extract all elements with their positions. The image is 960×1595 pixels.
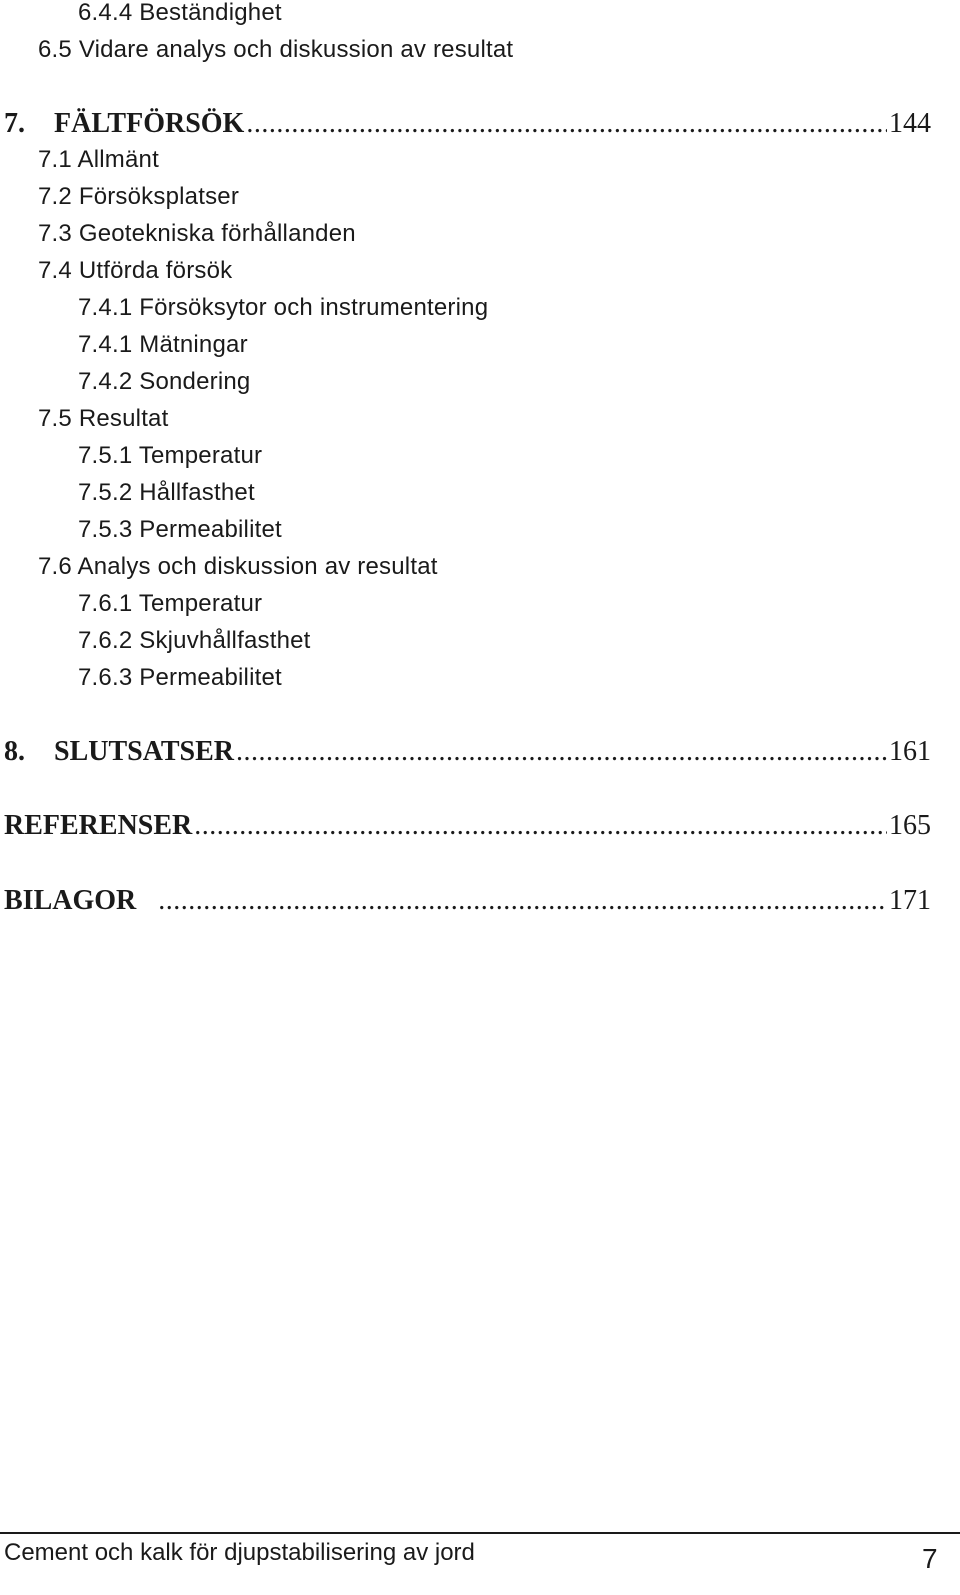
toc-entry[interactable]: 6.4.4 Beständighet xyxy=(78,0,282,26)
toc-entry[interactable]: 7.3 Geotekniska förhållanden xyxy=(38,220,356,247)
toc-references[interactable] xyxy=(4,809,931,843)
toc-entry[interactable]: 7.5.2 Hållfasthet xyxy=(78,479,255,506)
dot-leader xyxy=(158,884,887,918)
section-title: BILAGOR xyxy=(4,885,137,916)
toc-entry[interactable]: 7.5 Resultat xyxy=(38,405,169,432)
toc-entry[interactable]: 7.6.3 Permeabilitet xyxy=(78,664,282,691)
footer-page-number: 7 xyxy=(922,1543,938,1574)
toc-entry[interactable]: 6.5 Vidare analys och diskussion av resultat xyxy=(38,36,514,63)
page-footer xyxy=(0,1532,960,1574)
section-page-number: 165 xyxy=(889,810,931,841)
toc-entry[interactable]: 7.6 Analys och diskussion av resultat xyxy=(38,553,438,580)
section-page-number: 171 xyxy=(889,885,931,916)
dot-leader xyxy=(236,735,887,769)
toc-chapter-7[interactable] xyxy=(4,107,931,141)
toc-entry[interactable]: 7.4 Utförda försök xyxy=(38,257,233,284)
toc-entry[interactable]: 7.4.2 Sondering xyxy=(78,368,251,395)
toc-entry[interactable]: 7.5.1 Temperatur xyxy=(78,442,263,469)
chapter-page-number: 144 xyxy=(889,108,931,139)
footer-document-title: Cement och kalk för djupstabilisering av jord xyxy=(4,1539,475,1566)
chapter-page-number: 161 xyxy=(889,736,931,767)
toc-appendices[interactable] xyxy=(4,884,931,918)
dot-leader xyxy=(246,107,887,141)
toc-chapter-8[interactable] xyxy=(4,735,931,769)
toc-entry[interactable]: 7.6.2 Skjuvhållfasthet xyxy=(78,627,311,654)
toc-entry[interactable]: 7.4.1 Försöksytor och instrumentering xyxy=(78,294,489,321)
chapter-number: 8. xyxy=(4,736,25,767)
dot-leader xyxy=(194,809,887,843)
toc-entry[interactable]: 7.1 Allmänt xyxy=(38,146,159,173)
toc-entry[interactable]: 7.2 Försöksplatser xyxy=(38,183,240,210)
chapter-number: 7. xyxy=(4,108,25,139)
chapter-title: SLUTSATSER xyxy=(54,736,235,767)
chapter-title: FÄLTFÖRSÖK xyxy=(54,108,245,139)
toc-entry[interactable]: 7.6.1 Temperatur xyxy=(78,590,263,617)
section-title: REFERENSER xyxy=(4,810,193,841)
toc-entry[interactable]: 7.4.1 Mätningar xyxy=(78,331,248,358)
toc-entry[interactable]: 7.5.3 Permeabilitet xyxy=(78,516,282,543)
